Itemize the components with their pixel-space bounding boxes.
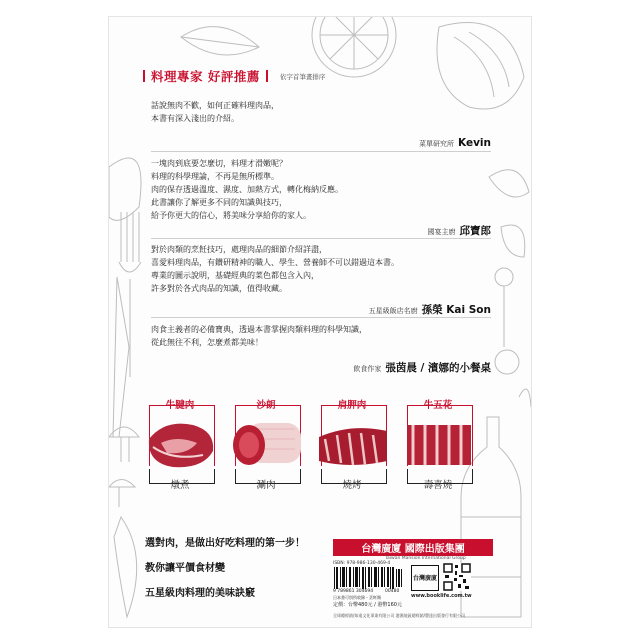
header-bar-right — [266, 70, 268, 82]
publisher-logo: 台灣廣廈 — [411, 565, 439, 591]
header-bar-left — [143, 70, 145, 82]
qr-code-icon — [443, 563, 471, 591]
divider — [151, 317, 491, 318]
author-role: 菜單研究所 — [419, 140, 454, 148]
quote-2-author — [428, 223, 492, 238]
quote-1 — [151, 99, 491, 125]
short-rib-image — [401, 417, 477, 473]
cooking-method: 燒烤 — [342, 480, 362, 491]
cut-label: 牛腱肉 — [165, 400, 195, 411]
slogan-line-1: 選對肉，是做出好吃料理的第一步！ — [145, 538, 305, 549]
quote-2 — [151, 157, 491, 222]
sirloin-image — [229, 417, 305, 473]
cut-label: 肩胛肉 — [337, 400, 367, 411]
publisher-url: www.booklife.com.tw — [411, 593, 472, 599]
barcode-icon — [333, 567, 405, 589]
quote-1-author — [419, 137, 491, 149]
quote-line: 本書有深入淺出的介紹。 — [151, 114, 239, 123]
author-name: 邱寶郎 — [459, 225, 491, 237]
cut-label: 沙朗 — [256, 400, 276, 411]
beef-shank-image — [143, 417, 219, 473]
quote-line: 肉食主義者的必備寶典，透過本書掌握肉類料理的科學知識， — [151, 325, 367, 334]
cut-sirloin-method — [231, 477, 301, 491]
author-role: 飲食作家 — [353, 365, 382, 373]
author-name: Kevin — [458, 137, 491, 149]
quote-line: 料理的科學理論，不再是無所標準。 — [151, 172, 279, 181]
cut-label: 牛五花 — [423, 400, 453, 411]
slogan-line-2: 教你讓平價食材變 — [145, 563, 225, 574]
publisher-english: Taiwan Mansion International Group — [385, 556, 466, 561]
divider — [151, 238, 491, 239]
divider — [151, 151, 491, 152]
quote-line: 對於肉類的烹飪技巧，處理肉品的細節介紹詳盡， — [151, 245, 327, 254]
category-text: 日本書可別所收錄・烹飪類 — [333, 595, 381, 600]
quote-4 — [151, 323, 491, 349]
quote-line: 此書讓你了解更多不同的知識與技巧， — [151, 198, 287, 207]
quote-line: 從此無往不利，怎麼煮都美味！ — [151, 338, 263, 347]
quote-4-author — [353, 360, 491, 375]
publisher-banner: 台灣廣廈 國際出版集團 — [333, 539, 493, 556]
barcode-area — [333, 561, 493, 609]
book-back-cover — [108, 16, 532, 628]
cooking-method: 壽喜燒 — [423, 480, 453, 491]
header-note: 依字首筆畫排序 — [279, 72, 326, 81]
barcode-addon: 00480 — [385, 589, 400, 594]
recommendation-header — [143, 67, 325, 85]
cooking-method: 燉煮 — [170, 480, 190, 491]
slogan-line-3: 五星級肉料理的美味訣竅 — [145, 588, 255, 599]
quote-line: 專業的圖示說明，基礎經典的菜色都包含入內， — [151, 271, 319, 280]
author-name: 張茵晨 / 濱娜的小餐桌 — [385, 362, 491, 374]
price-text: 定價：台幣480元 / 港幣160元 — [333, 602, 402, 608]
quote-3 — [151, 243, 491, 295]
quote-line: 許多對於各式肉品的知識，值得收藏。 — [151, 284, 287, 293]
quote-line: 給予你更大的信心，將美味分享給你的家人。 — [151, 211, 311, 220]
quote-line: 肉的保存透過溫度、濕度、加熱方式，轉化梅納反應。 — [151, 185, 343, 194]
cut-beef-shank-method — [145, 477, 215, 491]
author-role: 國宴主廚 — [427, 228, 456, 236]
cut-shoulder-method — [317, 477, 387, 491]
barcode-digits: 9 789861 304694 — [333, 589, 374, 594]
shoulder-image — [315, 417, 391, 473]
author-role: 五星級飯店名廚 — [368, 307, 418, 315]
quote-3-author — [369, 302, 491, 317]
cut-short-rib-method — [403, 477, 473, 491]
isbn-text: ISBN: 978-986-130-469-4 — [333, 561, 391, 566]
author-name: 孫榮 Kai Son — [421, 304, 491, 316]
quote-line: 喜愛料理肉品，有鑽研精神的職人、學生、營養師不可以錯過這本書。 — [151, 258, 399, 267]
distributor-footer: 全球總經銷/知遠文化事業有限公司 港澳地區總經銷/豐達出版發行有限公司 — [333, 613, 465, 618]
cooking-method: 涮肉 — [256, 480, 276, 491]
quote-line: 一塊肉到底要怎麼切，料理才滑嫩呢？ — [151, 159, 287, 168]
quote-line: 話說無肉不歡，如何正確料理肉品， — [151, 101, 279, 110]
header-title: 料理專家 好評推薦 — [151, 69, 260, 84]
